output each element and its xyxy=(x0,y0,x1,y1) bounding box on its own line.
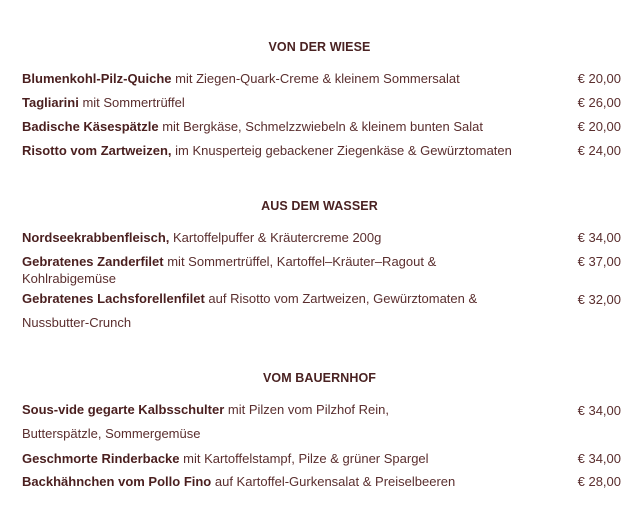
menu-item xyxy=(22,142,577,159)
dish-price: € 26,00 xyxy=(577,95,621,110)
dish-price: € 20,00 xyxy=(577,119,621,134)
menu-item xyxy=(22,94,577,111)
menu-item xyxy=(22,398,472,446)
dish-description: mit Sommertrüffel, Kartoffel–Kräuter–Ragout & Kohlrabigemüse xyxy=(22,254,437,286)
dish-description: mit Ziegen-Quark-Creme & kleinem Sommersalat xyxy=(171,71,460,86)
dish-price: € 28,00 xyxy=(577,474,621,489)
dish-price: € 20,00 xyxy=(577,71,621,86)
dish-name: Nordseekrabbenfleisch, xyxy=(22,230,170,245)
dish-name: Blumenkohl-Pilz-Quiche xyxy=(22,71,172,86)
dish-price: € 32,00 xyxy=(577,292,621,307)
dish-description: mit Sommertrüffel xyxy=(78,95,185,110)
dish-price: € 34,00 xyxy=(577,230,621,245)
dish-price: € 37,00 xyxy=(577,254,621,269)
dish-name: Badische Käsespätzle xyxy=(22,119,159,134)
dish-description: Kartoffelpuffer & Kräutercreme 200g xyxy=(169,230,382,245)
menu-item xyxy=(22,70,577,87)
dish-description: im Knusperteig gebackener Ziegenkäse & Gewürztomaten xyxy=(171,143,512,158)
menu-item xyxy=(22,253,452,287)
menu-item xyxy=(22,473,577,490)
dish-name: Tagliarini xyxy=(22,95,79,110)
menu-item xyxy=(22,450,577,467)
dish-description: auf Kartoffel-Gurkensalat & Preiselbeeren xyxy=(211,474,456,489)
dish-name: Gebratenes Zanderfilet xyxy=(22,254,164,269)
section-title-von-der-wiese: VON DER WIESE xyxy=(268,40,371,54)
menu-item xyxy=(22,229,577,246)
dish-name: Sous-vide gegarte Kalbsschulter xyxy=(22,402,225,417)
dish-name: Gebratenes Lachsforellenfilet xyxy=(22,291,205,306)
section-title-aus-dem-wasser: AUS DEM WASSER xyxy=(261,199,378,213)
dish-description: mit Bergkäse, Schmelzzwiebeln & kleinem bunten Salat xyxy=(158,119,484,134)
dish-description: mit Kartoffelstampf, Pilze & grüner Spargel xyxy=(179,451,429,466)
menu-item xyxy=(22,118,577,135)
menu-item xyxy=(22,287,492,335)
section-title-vom-bauernhof: VOM BAUERNHOF xyxy=(262,371,377,385)
dish-description: auf Risotto vom Zartweizen, Gewürztomaten & Nussbutter-Crunch xyxy=(22,291,478,330)
dish-name: Risotto vom Zartweizen, xyxy=(22,143,172,158)
dish-name: Geschmorte Rinderbacke xyxy=(22,451,180,466)
dish-name: Backhähnchen vom Pollo Fino xyxy=(22,474,212,489)
dish-price: € 34,00 xyxy=(577,403,621,418)
dish-description: mit Pilzen vom Pilzhof Rein, Butterspätzle, Sommergemüse xyxy=(22,402,390,441)
dish-price: € 24,00 xyxy=(577,143,621,158)
dish-price: € 34,00 xyxy=(577,451,621,466)
